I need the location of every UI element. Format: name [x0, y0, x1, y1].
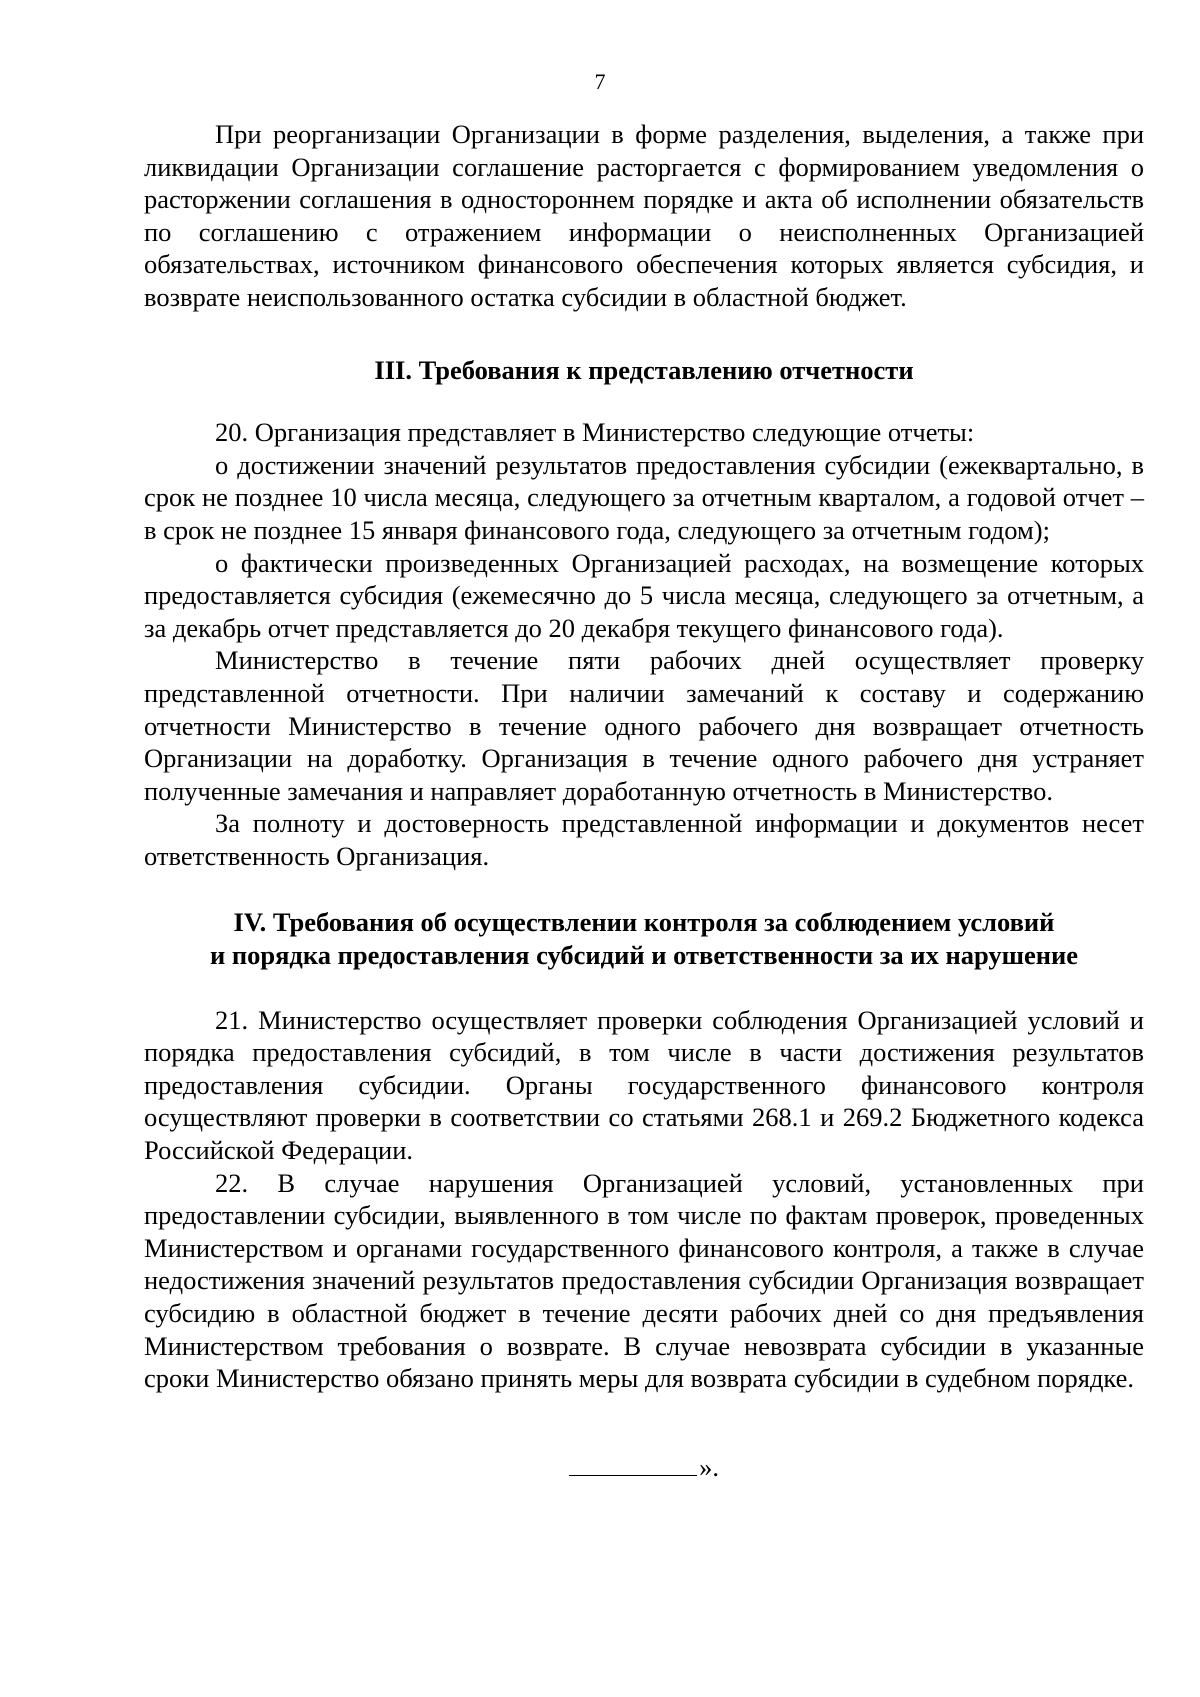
closing-mark — [144, 1451, 1144, 1484]
page-number: 7 — [594, 69, 606, 94]
section-3-heading: III. Требования к представлению отчетности — [374, 354, 914, 385]
paragraph-21: 21. Министерство осуществляет проверки соблюдения Организацией условий и порядка предоставления субсидий, в том числе в части достижения результатов предоставления субсидии. Органы государственного финансового контроля осуществляют проверки в соответствии со статьями 268.1 и 269.2 Бюджетного кодекса Российской Федерации. — [144, 1004, 1144, 1166]
paragraph-20-results-report: о достижении значений результатов предоставления субсидии (ежеквартально, в срок не позднее 10 числа месяца, следующего за отчетным кварталом, а годовой отчет – в срок не позднее 15 января финансового года, следующего за отчетным годом); — [144, 449, 1144, 545]
paragraph-20: 20. Организация представляет в Министерство следующие отчеты: — [215, 417, 975, 448]
section-4-heading-line-2: и порядка предоставления субсидий и ответственности за их нарушение — [209, 940, 1079, 971]
section-4-heading-line-1: IV. Требования об осуществлении контроля за соблюдением условий — [233, 907, 1055, 938]
section-4-heading — [144, 906, 1144, 971]
paragraph-22: 22. В случае нарушения Организацией условий, установленных при предоставлении субсидии, выявленного в том числе по фактам проверок, проведенных Министерством и органами государственного финансового контроля, а также в случае недостижения значений результатов предоставления субсидии Организация возвращает субсидию в областной бюджет в течение десяти рабочих дней со дня предъявления Министерством требования о возврате. В случае невозврата субсидии в указанные сроки Министерство обязано принять меры для возврата субсидии в судебном порядке. — [144, 1167, 1144, 1394]
closing-underline — [569, 1453, 697, 1476]
paragraph-20-expenses-report: о фактически произведенных Организацией расходах, на возмещение которых предоставляется субсидия (ежемесячно до 5 числа месяца, следующего за отчетным, а за декабрь отчет представляется до 20 декабря текущего финансового года). — [144, 547, 1144, 643]
paragraph-responsibility: За полноту и достоверность представленной информации и документов несет ответственность Организация. — [144, 808, 1144, 871]
document-body — [144, 118, 1144, 1510]
closing-quote: ». — [699, 1451, 719, 1482]
paragraph-reorganization: При реорганизации Организации в форме разделения, выделения, а также при ликвидации Организации соглашение расторгается с формированием уведомления о расторжении соглашения в одностороннем порядке и акта об исполнении обязательств по соглашению с отражением информации о неисполненных Организацией обязательствах, источником финансового обеспечения которых является субсидия, и возврате неиспользованного остатка субсидии в областной бюджет. — [144, 119, 1144, 312]
paragraph-report-check: Министерство в течение пяти рабочих дней осуществляет проверку представленной отчетности. При наличии замечаний к составу и содержанию отчетности Министерство в течение одного рабочего дня возвращает отчетность Организации на доработку. Организация в течение одного рабочего дня устраняет полученные замечания и направляет доработанную отчетность в Министерство. — [144, 645, 1144, 806]
